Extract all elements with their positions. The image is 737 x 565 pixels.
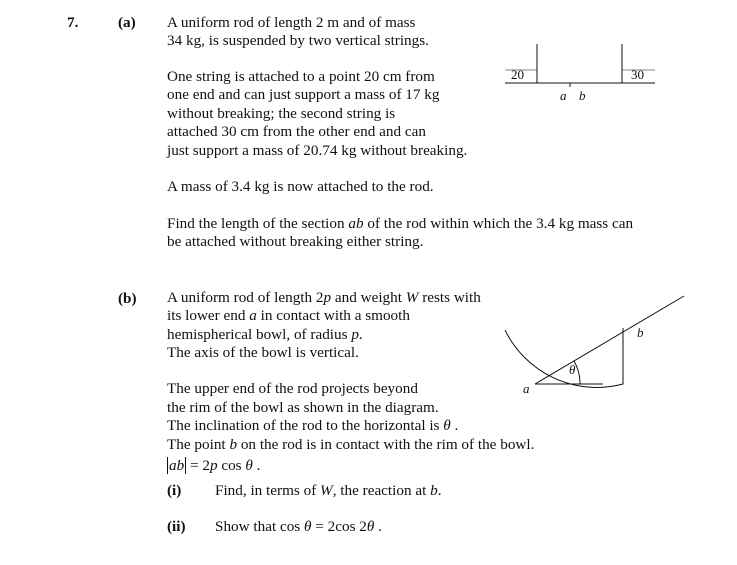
part-b-label: (b) [118,290,137,307]
sub-ii-label: (ii) [167,518,186,535]
part-b-line-4: The axis of the bowl is vertical. [167,344,359,361]
part-b-line-8: The point b on the rod is in contact with the rim of the bowl. [167,436,535,453]
part-a-mass-line: A mass of 3.4 kg is now attached to the rod. [167,178,434,195]
part-a-strings-line-2: one end and can just support a mass of 17 kg [167,86,440,103]
right-distance-label: 30 [631,67,644,82]
left-distance-label: 20 [511,67,524,82]
point-a-label: a [560,88,567,103]
bowl-point-a-label: a [523,381,530,396]
part-b-line-7: The inclination of the rod to the horizontal is θ . [167,417,459,434]
part-b-line-1: A uniform rod of length 2p and weight W rests with [167,289,481,306]
part-b-equation: ab = 2p cos θ . [169,457,261,474]
var-ab: ab [348,215,364,232]
point-b-label: b [579,88,586,103]
sub-i-text: Find, in terms of W, the reaction at b. [215,482,442,499]
part-b-line-3: hemispherical bowl, of radius p. [167,326,363,343]
part-a-strings-line-5: just support a mass of 20.74 kg without breaking. [167,142,468,159]
part-a-intro-line-2: 34 kg, is suspended by two vertical strings. [167,32,429,49]
tilted-rod [535,296,684,384]
part-a-strings-line-4: attached 30 cm from the other end and can [167,123,426,140]
question-number: 7. [67,14,79,31]
part-a-strings-line-1: One string is attached to a point 20 cm from [167,68,435,85]
part-a-find-line-1: Find the length of the section ab of the rod within which the 3.4 kg mass can [167,215,634,232]
part-a-strings-line-3: without breaking; the second string is [167,105,396,122]
part-a-intro-line-1: A uniform rod of length 2 m and of mass [167,14,416,31]
part-b-line-2: its lower end a in contact with a smooth [167,307,410,324]
sub-ii-text: Show that cos θ = 2cos 2θ . [215,518,382,535]
part-a-label: (a) [118,14,136,31]
part-b-line-5: The upper end of the rod projects beyond [167,380,418,397]
bowl [505,328,623,387]
part-a-find-line-2: be attached without breaking either string. [167,233,424,250]
angle-theta-label: θ [569,362,576,377]
sub-i-label: (i) [167,482,182,499]
bowl-diagram [505,296,684,387]
part-b-line-6: the rim of the bowl as shown in the diagram. [167,399,439,416]
bowl-point-b-label: b [637,325,644,340]
